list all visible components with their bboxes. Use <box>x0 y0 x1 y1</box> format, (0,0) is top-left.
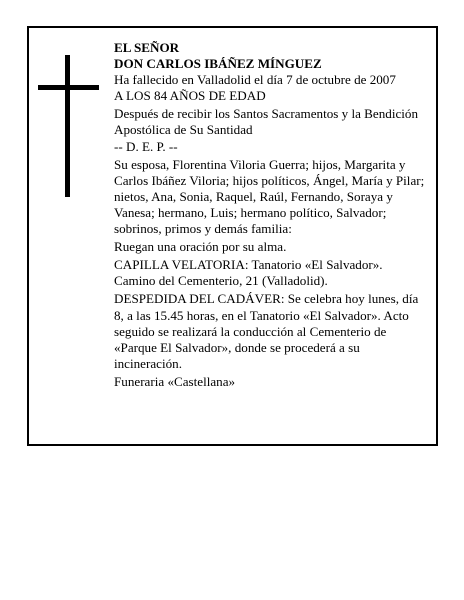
cross-horizontal-bar <box>38 85 99 90</box>
family-paragraph: Su esposa, Florentina Viloria Guerra; hijos, Margarita y Carlos Ibáñez Viloria; hijos políticos, Ángel, María y Pilar; nietos, Ana, Sonia, Raquel, Raúl, Fernando, Soraya y Vanesa; hermano, Luis; hermano político, Salvador; sobrinos, primos y demás familia: <box>114 156 425 237</box>
prayer-line: Ruegan una oración por su alma. <box>114 239 287 255</box>
obituary-text <box>114 40 426 390</box>
cross-icon <box>38 55 99 197</box>
rip-line: -- D. E. P. -- <box>114 138 178 154</box>
title-line: EL SEÑOR <box>114 40 180 55</box>
farewell-paragraph: DESPEDIDA DEL CADÁVER: Se celebra hoy lunes, día 8, a las 15.45 horas, en el Tanatorio «El Salvador». Acto seguido se realizará la conducción al Cementerio de «Parque El Salvador», donde se procederá a su incineración. <box>114 291 419 371</box>
funeral-home-line: Funeraria «Castellana» <box>114 373 236 389</box>
cross-vertical-bar <box>65 55 70 197</box>
deceased-name: DON CARLOS IBÁÑEZ MÍNGUEZ <box>114 56 322 72</box>
age-line: A LOS 84 AÑOS DE EDAD <box>114 88 266 104</box>
sacraments-line: Después de recibir los Santos Sacramentos y la Bendición Apostólica de Su Santidad <box>114 106 418 138</box>
death-date-line: Ha fallecido en Valladolid el día 7 de octubre de 2007 <box>114 72 396 88</box>
chapel-paragraph: CAPILLA VELATORIA: Tanatorio «El Salvador». Camino del Cementerio, 21 (Valladolid). <box>114 257 383 289</box>
